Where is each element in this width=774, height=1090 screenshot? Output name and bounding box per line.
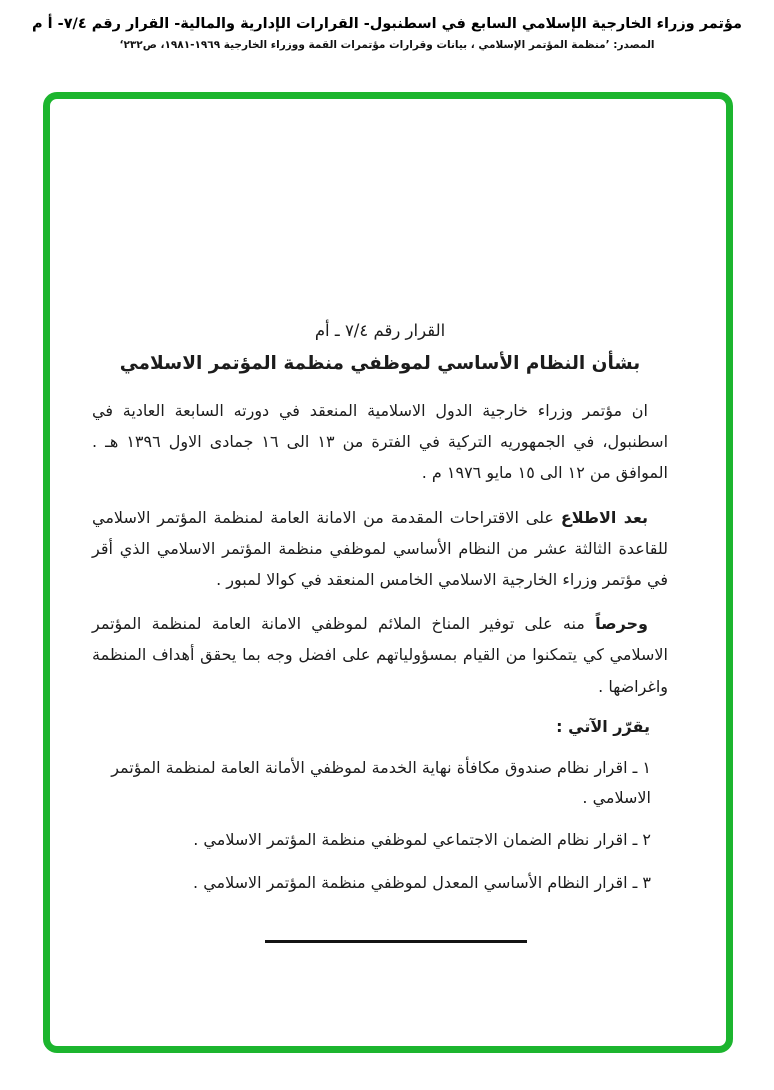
decision-item-3: ٣ ـ اقرار النظام الأساسي المعدل لموظفي منظمة المؤتمر الاسلامي . <box>193 872 651 892</box>
decision-intro: يقرّر الآتي : <box>556 716 650 736</box>
paragraph-lead: وحرصاً <box>595 614 648 634</box>
paragraph-lead: بعد الاطلاع <box>560 507 648 527</box>
document-title: بشأن النظام الأساسي لموظفي منظمة المؤتمر الاسلامي <box>119 353 641 374</box>
decision-item-1: ١ ـ اقرار نظام صندوق مكافأة نهاية الخدمة لموظفي الأمانة العامة لمنظمة المؤتمر الاسلامي . <box>111 757 651 808</box>
citation-title: مؤتمر وزراء الخارجية الإسلامي السابع في اسطنبول- القرارات الإدارية والمالية- القرار رقم ٧/٤- أ م <box>31 16 742 32</box>
paragraph-preamble <box>92 395 668 489</box>
paragraph-text: على الاقتراحات المقدمة من الامانة العامة لمنظمة المؤتمر الاسلامي للقاعدة الثالثة عشر من النظام الأساسي لموظفي منظمة المؤتمر الاسلامي الذي أقر في مؤتمر وزراء الخارجية الاسلامي الخامس المنعقد في كوالا لمبور . <box>92 507 668 589</box>
document-page <box>50 99 726 943</box>
end-rule <box>265 940 527 943</box>
decision-item-2: ٢ ـ اقرار نظام الضمان الاجتماعي لموظفي منظمة المؤتمر الاسلامي . <box>193 830 651 850</box>
paragraph-text: منه على توفير المناخ الملائم لموظفي الامانة العامة لمنظمة المؤتمر الاسلامي كي يتمكنوا من القيام بمسؤولياتهم على افضل وجه بما يحقق أهداف المنظمة واغراضها . <box>92 614 668 696</box>
document-frame <box>43 92 733 1053</box>
citation-source: المصدر: ’منظمة المؤتمر الإسلامي ، بيانات وقرارات مؤتمرات القمة ووزراء الخارجية ١٩٦٩-١٩٨١، ص٢٣٢‘ <box>119 39 655 51</box>
paragraph-after-review <box>92 502 668 596</box>
resolution-number: القرار رقم ٧/٤ ـ أم <box>314 321 446 340</box>
page-header <box>0 16 774 51</box>
paragraph-motivation <box>92 608 668 702</box>
paragraph-text: ان مؤتمر وزراء خارجية الدول الاسلامية المنعقد في دورته السابعة العادية في اسطنبول، في الجمهوريه التركية في الفترة من ١٣ الى ١٦ جمادى الاول ١٣٩٦ هـ . الموافق من ١٢ الى ١٥ مايو ١٩٧٦ م . <box>92 401 669 483</box>
